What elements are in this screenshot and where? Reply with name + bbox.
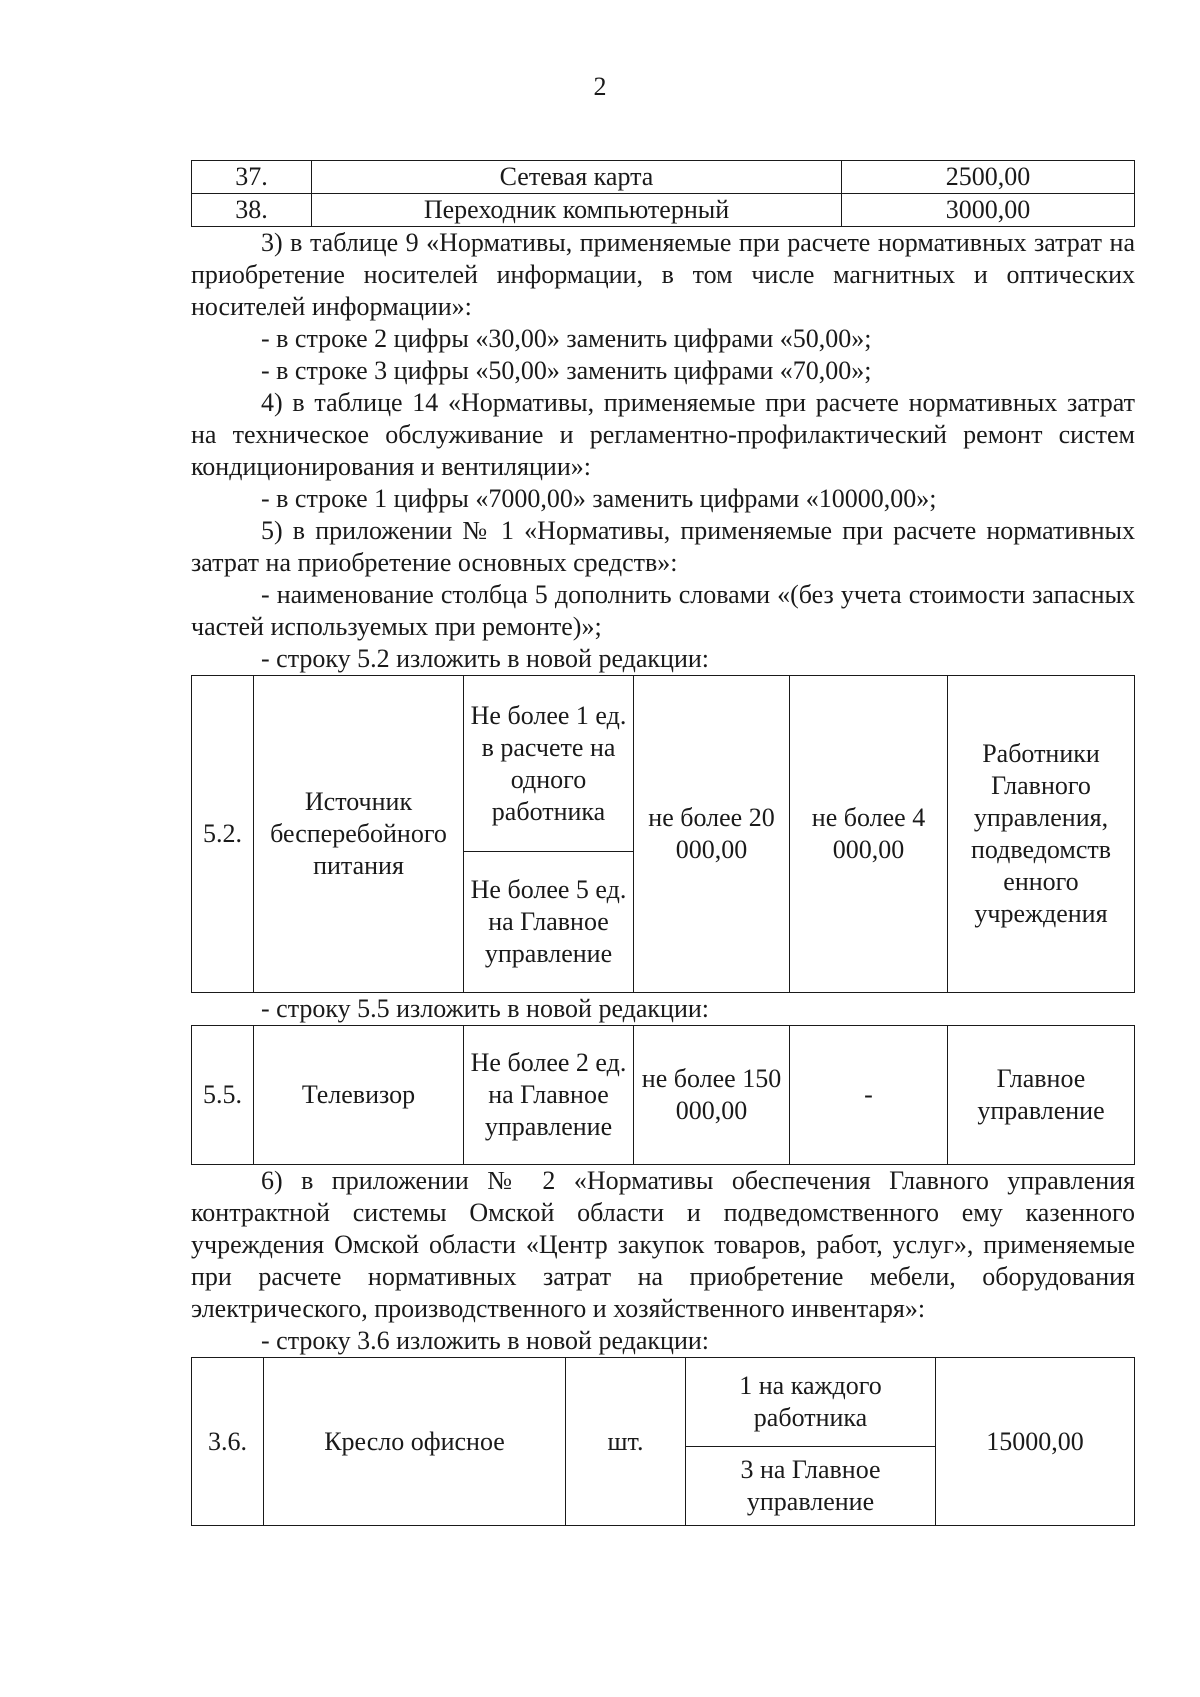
- paragraph-4a: - в строке 1 цифры «7000,00» заменить цифрами «10000,00»;: [261, 484, 937, 513]
- row-number: 38.: [192, 194, 312, 227]
- paragraph-5a: - наименование столбца 5 дополнить словами «(без учета стоимости запасных частей используемых при ремонте)»;: [191, 580, 1135, 641]
- item-quantity: Не более 2 ед. на Главное управление: [464, 1026, 634, 1165]
- quantity-per-department: Не более 5 ед. на Главное управление: [464, 852, 634, 993]
- paragraph-5c: - строку 5.5 изложить в новой редакции:: [261, 994, 710, 1023]
- item-price: 15000,00: [936, 1358, 1135, 1526]
- document-body: [191, 160, 1135, 1526]
- row-number: 5.2.: [192, 676, 254, 993]
- paragraph-5: 5) в приложении № 1 «Нормативы, применяемые при расчете нормативных затрат на приобретение основных средств»:: [191, 516, 1135, 577]
- item-name: Переходник компьютерный: [312, 194, 842, 227]
- table-row: [192, 161, 1135, 194]
- table-row: [192, 676, 1135, 852]
- item-name: Источник бесперебойного питания: [254, 676, 464, 993]
- item-users: Работники Главного управления, подведомств енного учреждения: [948, 676, 1135, 993]
- table-row: [192, 1358, 1135, 1447]
- item-price: не более 20 000,00: [634, 676, 790, 993]
- page-number: 2: [593, 72, 607, 101]
- table-row-3-6: [191, 1357, 1135, 1526]
- row-number: 37.: [192, 161, 312, 194]
- item-users: Главное управление: [948, 1026, 1135, 1165]
- repair-cost: не более 4 000,00: [790, 676, 948, 993]
- table-row-5-2: [191, 675, 1135, 993]
- quantity-per-worker: Не более 1 ед. в расчете на одного работника: [464, 676, 634, 852]
- quantity-per-department: 3 на Главное управление: [686, 1447, 936, 1526]
- item-price: 2500,00: [842, 161, 1135, 194]
- item-name: Телевизор: [254, 1026, 464, 1165]
- paragraph-3b: - в строке 3 цифры «50,00» заменить цифрами «70,00»;: [261, 356, 872, 385]
- paragraph-5b: - строку 5.2 изложить в новой редакции:: [261, 644, 710, 673]
- table-items-37-38: [191, 160, 1135, 227]
- item-price: 3000,00: [842, 194, 1135, 227]
- item-name: Сетевая карта: [312, 161, 842, 194]
- table-row: [192, 1026, 1135, 1165]
- repair-cost: -: [790, 1026, 948, 1165]
- item-price: не более 150 000,00: [634, 1026, 790, 1165]
- paragraph-3a: - в строке 2 цифры «30,00» заменить цифрами «50,00»;: [261, 324, 872, 353]
- table-row: [192, 194, 1135, 227]
- item-name: Кресло офисное: [264, 1358, 566, 1526]
- paragraph-3: 3) в таблице 9 «Нормативы, применяемые при расчете нормативных затрат на приобретение носителей информации, в том числе магнитных и оптических носителей информации»:: [191, 228, 1135, 321]
- table-row-5-5: [191, 1025, 1135, 1165]
- row-number: 5.5.: [192, 1026, 254, 1165]
- paragraph-6: 6) в приложении № 2 «Нормативы обеспечения Главного управления контрактной системы Омской области и подведомственного ему казенного учреждения Омской области «Центр закупок товаров, работ, услуг», применяемые при расчете нормативных затрат на приобретение мебели, оборудования электрического, производственного и хозяйственного инвентаря»:: [191, 1166, 1135, 1323]
- paragraph-6a: - строку 3.6 изложить в новой редакции:: [261, 1326, 710, 1355]
- paragraph-4: 4) в таблице 14 «Нормативы, применяемые при расчете нормативных затрат на техническое обслуживание и регламентно-профилактический ремонт систем кондиционирования и вентиляции»:: [191, 388, 1135, 481]
- item-unit: шт.: [566, 1358, 686, 1526]
- row-number: 3.6.: [192, 1358, 264, 1526]
- quantity-per-worker: 1 на каждого работника: [686, 1358, 936, 1447]
